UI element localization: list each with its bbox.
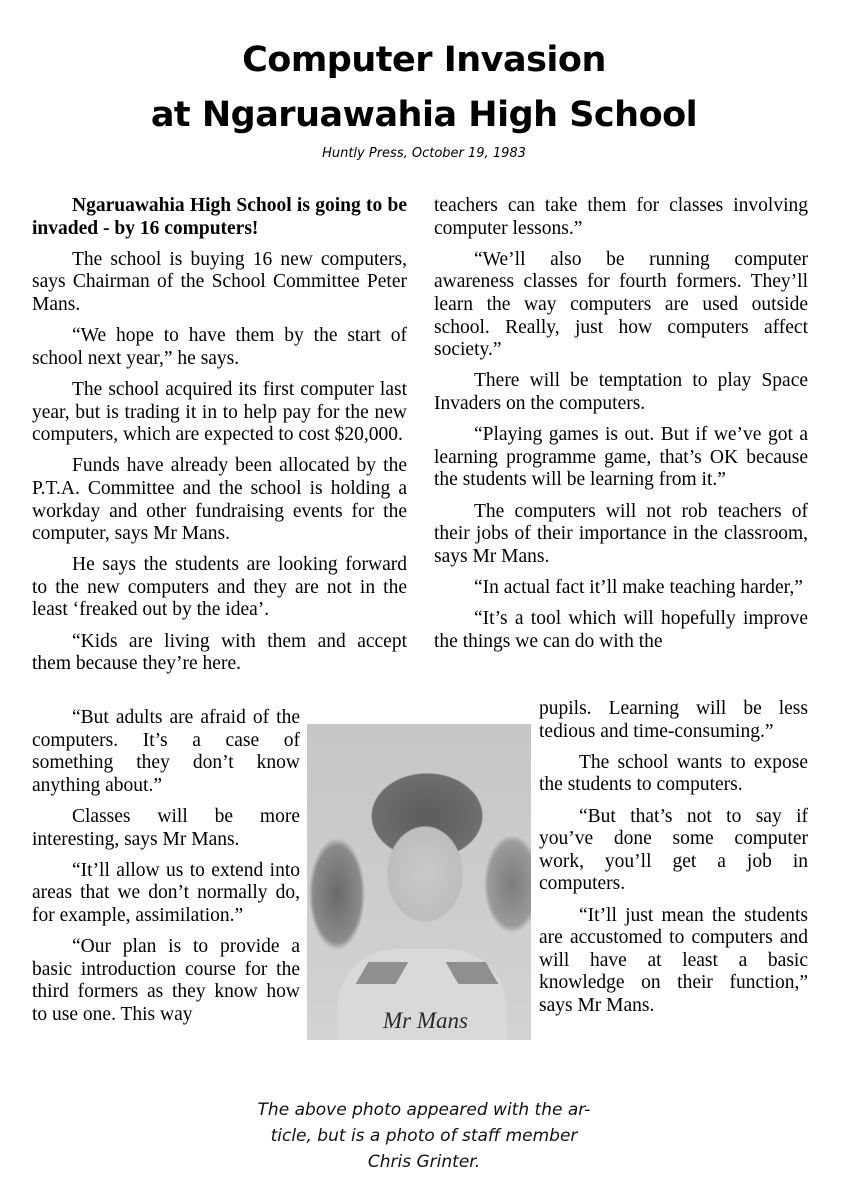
column-left-bottom: [32, 707, 300, 1035]
footnote-line: Chris Grinter.: [367, 1152, 481, 1172]
footnote: [180, 1097, 668, 1175]
paragraph: There will be temptation to play Space Invaders on the computers.: [434, 370, 808, 414]
paragraph: “Playing games is out. But if we’ve got a learning programme game, that’s OK because the students will be learning from it.”: [434, 424, 808, 491]
paragraph: “It’ll allow us to extend into areas that we don’t normally do, for example, assimilation.”: [32, 859, 300, 926]
paragraph: The school wants to expose the students to computers.: [539, 751, 808, 796]
headline-line-2: at Ngaruawahia High School: [150, 95, 698, 135]
footnote-line: ticle, but is a photo of staff member: [270, 1126, 578, 1146]
paragraph: “But adults are afraid of the computers. It’s a case of something they don’t know anything about.”: [32, 707, 300, 796]
paragraph: “We’ll also be running computer awareness classes for fourth formers. They’ll learn the way computers are used outside school. Really, just how computers affect society.”: [434, 248, 808, 361]
footnote-line: The above photo appeared with the ar-: [257, 1100, 591, 1120]
paragraph: The school is buying 16 new computers, says Chairman of the School Committee Peter Mans.: [32, 248, 407, 315]
paragraph: “Our plan is to provide a basic introduction course for the third formers as they know how to use one. This way: [32, 936, 300, 1025]
paragraph: “But that’s not to say if you’ve done some computer work, you’ll get a job in computers.: [539, 805, 808, 895]
paragraph: He says the students are looking forward to the new computers and they are not in the least ‘freaked out by the idea’.: [32, 554, 407, 621]
column-right-bottom: [539, 698, 808, 1026]
column-right-top: [434, 195, 808, 662]
paragraph: Classes will be more interesting, says Mr Mans.: [32, 805, 300, 850]
paragraph: “Kids are living with them and accept them because they’re here.: [32, 630, 407, 675]
photo-caption: Mr Mans: [383, 1008, 468, 1033]
paragraph-continued: pupils. Learning will be less tedious and time-consuming.”: [539, 698, 808, 742]
headline-line-1: Computer Invasion: [242, 40, 606, 80]
source-dateline: Huntly Press, October 19, 1983: [322, 146, 526, 161]
column-left-top: [32, 195, 407, 684]
paragraph: “It’s a tool which will hopefully improve the things we can do with the: [434, 608, 808, 652]
paragraph: The computers will not rob teachers of their jobs of their importance in the classroom, says Mr Mans.: [434, 500, 808, 567]
paragraph: “It’ll just mean the students are accustomed to computers and will have at least a basic knowledge on their function,” says Mr Mans.: [539, 904, 808, 1016]
paragraph: The school acquired its first computer last year, but is trading it in to help pay for the new computers, which are expected to cost $20,000.: [32, 378, 407, 446]
paragraph: Funds have already been allocated by the P.T.A. Committee and the school is holding a workday and other fundraising events for the computer, says Mr Mans.: [32, 455, 407, 545]
portrait-photo: [307, 724, 531, 1040]
paragraph: “In actual fact it’ll make teaching harder,”: [474, 576, 803, 598]
paragraph-continued: teachers can take them for classes involving computer lessons.”: [434, 195, 808, 239]
paragraph: “We hope to have them by the start of school next year,” he says.: [32, 325, 407, 369]
lead-paragraph: Ngaruawahia High School is going to be invaded - by 16 computers!: [32, 195, 407, 239]
